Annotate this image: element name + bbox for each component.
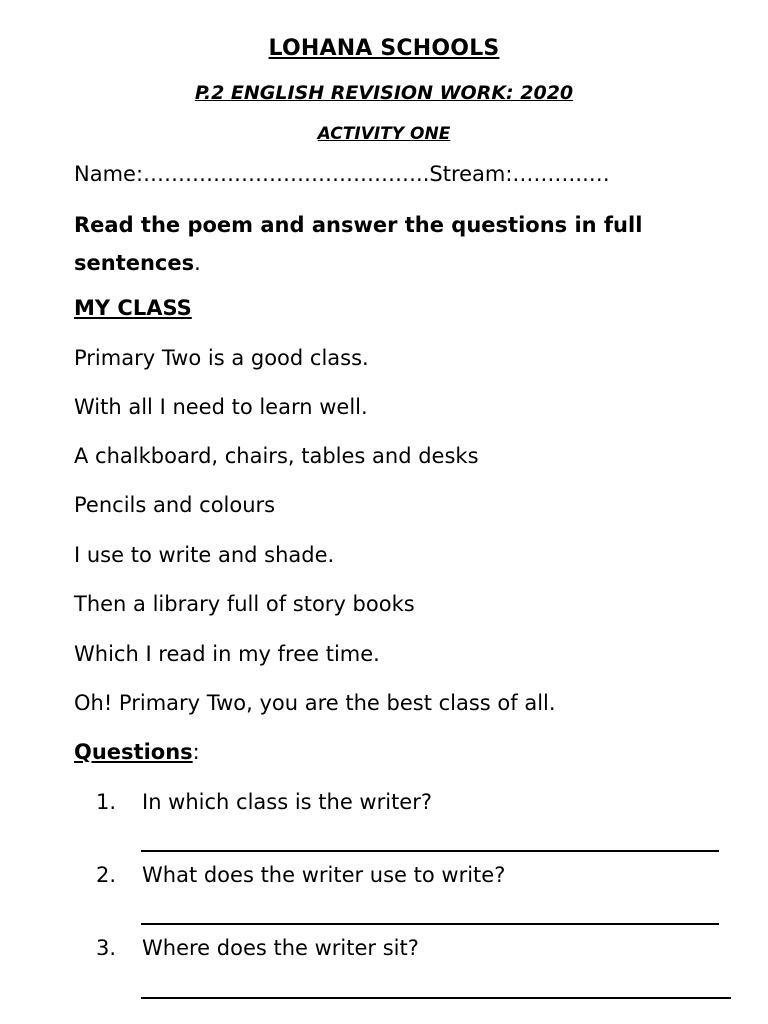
poem-line: I use to write and shade. [74,543,335,567]
question-number: 2. [96,863,117,887]
poem-line: Primary Two is a good class. [74,346,369,370]
question-number: 3. [96,936,117,960]
question-text: In which class is the writer? [142,790,433,814]
questions-heading-label: Questions [74,740,193,764]
questions-heading [74,740,200,764]
question-text: Where does the writer sit? [142,936,419,960]
poem-title: MY CLASS [74,296,192,320]
question-item [96,936,419,960]
name-stream-line: Name:…………………………………..Stream:………..… [74,162,610,186]
school-title: LOHANA SCHOOLS [268,36,500,61]
instructions [74,206,714,282]
worksheet-subtitle: P.2 ENGLISH REVISION WORK: 2020 [194,82,574,104]
instructions-period: . [194,251,201,275]
poem-line: A chalkboard, chairs, tables and desks [74,444,479,468]
answer-line-2[interactable] [141,923,719,925]
poem-line: Then a library full of story books [74,592,415,616]
question-item [96,790,432,814]
answer-line-1[interactable] [141,850,719,852]
poem-line: Oh! Primary Two, you are the best class of all. [74,691,556,715]
poem-line: With all I need to learn well. [74,395,368,419]
activity-heading: ACTIVITY ONE [317,124,451,144]
poem-line: Which I read in my free time. [74,642,380,666]
question-item [96,863,505,887]
questions-heading-colon: : [192,740,200,764]
question-text: What does the writer use to write? [142,863,506,887]
question-number: 1. [96,790,117,814]
answer-line-3[interactable] [141,997,731,999]
poem-line: Pencils and colours [74,493,276,517]
instructions-text: Read the poem and answer the questions in full sentences [74,213,643,275]
